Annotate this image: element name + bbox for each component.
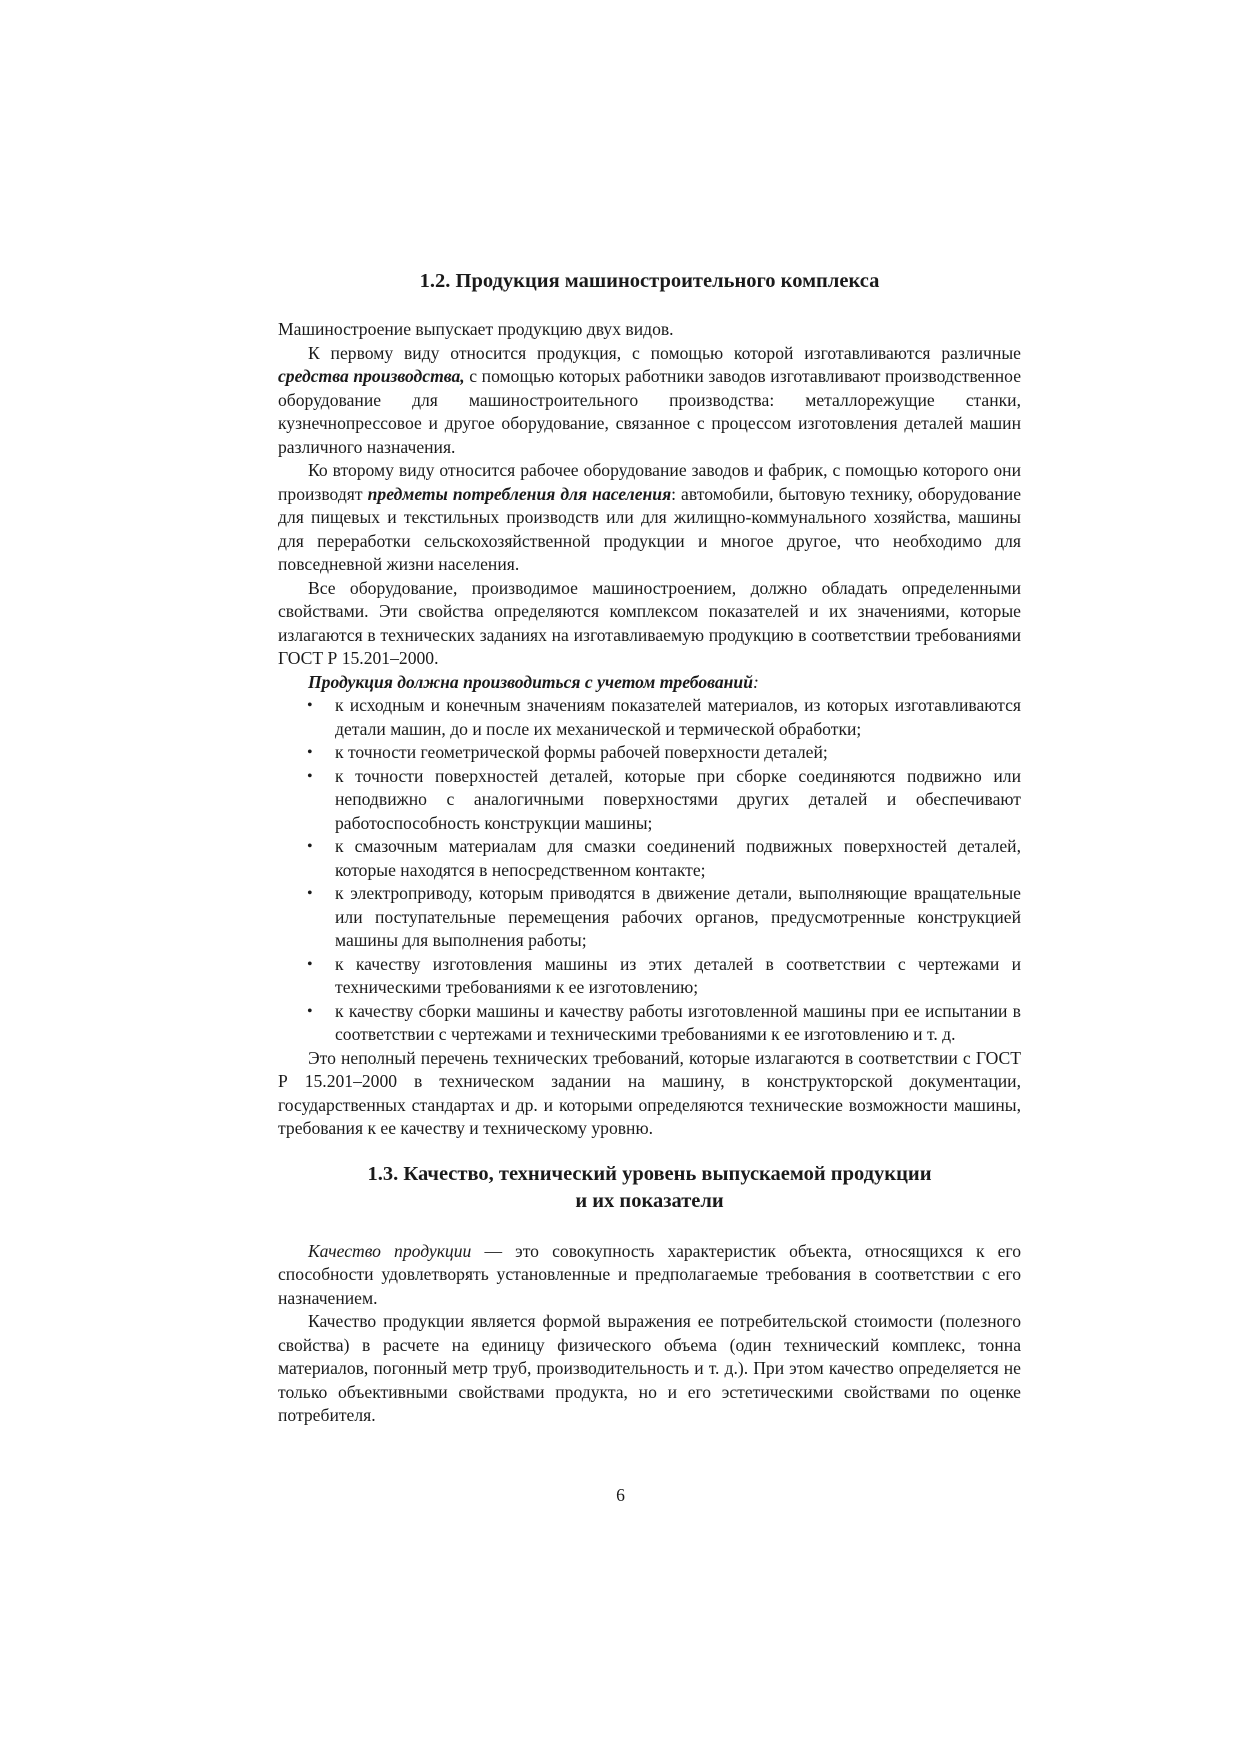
paragraph-text: Машиностроение выпускает продукцию двух видов. <box>278 319 674 339</box>
section-title-line-1: 1.3. Качество, технический уровень выпускаемой продукции <box>367 1162 932 1185</box>
list-item <box>307 1000 1021 1047</box>
paragraph-text: : автомобили, бытовую технику, оборудование для пищевых и текстильных производств или для жилищно-коммунального хозяйства, машины для переработки сельскохозяйственной продукции и многое другое, что необходимо для повседневной жизни населения. <box>278 483 1022 574</box>
section-title-1-3 <box>278 1161 1021 1215</box>
bullet-icon: • <box>307 838 313 855</box>
requirements-heading-text: Продукция должна производиться с учетом требований <box>308 671 753 692</box>
section-title-text: 1.2. Продукция машиностроительного комплекса <box>419 270 880 292</box>
list-item <box>307 882 1021 953</box>
paragraph <box>278 1310 1021 1428</box>
paragraph-text: — это совокупность характеристик объекта, относящихся к его способности удовлетворять установленные и предполагаемые требования в соответствии с его назначением. <box>278 1240 1022 1308</box>
list-item-text: к точности геометрической формы рабочей поверхности деталей; <box>335 742 828 762</box>
paragraph <box>278 577 1021 671</box>
list-item <box>307 741 1021 765</box>
emphasis-text: Качество продукции <box>308 1240 472 1261</box>
paragraph <box>278 318 1021 342</box>
paragraph-text: Это неполный перечень технических требований, которые излагаются в соответствии с ГОСТ Р 15.201–2000 в техническом задании на машину, в конструкторской документации, государственных стандартах и др. и которыми определяются технические возможности машины, требования к ее качеству и техническому уровню. <box>278 1047 1021 1138</box>
page-number: 6 <box>616 1485 625 1505</box>
paragraph-text: Качество продукции является формой выражения ее потребительской стоимости (полезного свойства) в расчете на единицу физического объема (один технический комплекс, тонна материалов, погонный метр труб, производительность и т. д.). При этом качество определяется не только объективными свойствами продукта, но и его эстетическими свойствами по оценке потребителя. <box>278 1311 1021 1425</box>
paragraph <box>278 1047 1021 1141</box>
paragraph <box>278 459 1021 577</box>
paragraph-text: К первому виду относится продукция, с помощью которой изготавливаются различные <box>308 342 1021 363</box>
requirements-list <box>278 694 1021 1047</box>
bullet-icon: • <box>307 1002 313 1020</box>
bullet-icon: • <box>307 767 313 785</box>
paragraph <box>278 342 1021 460</box>
bullet-icon: • <box>307 744 313 761</box>
requirements-heading-colon: : <box>753 671 759 692</box>
paragraph <box>278 1240 1021 1311</box>
bullet-icon: • <box>307 697 313 714</box>
list-item-text: к качеству сборки машины и качеству работы изготовленной машины при ее испытании в соответствии с чертежами и техническими требованиями к ее изготовлению и т. д. <box>335 1000 1021 1044</box>
list-item <box>307 953 1021 1000</box>
section-title-1-2 <box>278 268 1021 295</box>
list-item-text: к качеству изготовления машины из этих деталей в соответствии с чертежами и техническими требованиями к ее изготовлению; <box>335 953 1021 997</box>
page-content <box>278 268 1021 1428</box>
bullet-icon: • <box>307 955 313 973</box>
list-item-text: к исходным и конечным значениям показателей материалов, из которых изготавливаются детали машин, до и после их механической и термической обработки; <box>335 695 1021 739</box>
bullet-icon: • <box>307 885 313 902</box>
paragraph-text: с помощью которых работники заводов изготавливают производственное оборудование для машиностроительного производства: металлорежущие станки, кузнечнопрессовое и другое оборудование, связанное с процессом изготовления деталей машин различного назначения. <box>278 366 1022 457</box>
list-item <box>307 765 1021 836</box>
emphasis-text: средства производства, <box>278 366 465 386</box>
list-item-text: к точности поверхностей деталей, которые при сборке соединяются подвижно или неподвижно с аналогичными поверхностями других деталей и обеспечивают работоспособность конструкции машины; <box>335 765 1021 833</box>
list-item-text: к электроприводу, которым приводятся в движение детали, выполняющие вращательные или поступательные перемещения рабочих органов, предусмотренные конструкцией машины для выполнения работы; <box>335 883 1021 950</box>
list-item <box>307 694 1021 741</box>
section-title-line-2: и их показатели <box>575 1189 724 1212</box>
requirements-heading <box>278 671 1021 695</box>
paragraph-text: Все оборудование, производимое машиностроением, должно обладать определенными свойствами. Эти свойства определяются комплексом показателей и их значениями, которые излагаются в технических заданиях на изготавливаемую продукцию в соответствии требованиями ГОСТ Р 15.201–2000. <box>278 577 1021 668</box>
list-item-text: к смазочным материалам для смазки соединений подвижных поверхностей деталей, которые находятся в непосредственном контакте; <box>335 836 1021 880</box>
paragraph-text: Ко второму виду относится рабочее оборудование заводов и фабрик, с помощью которого они производят <box>278 460 1021 504</box>
emphasis-text: предметы потребления для населения <box>367 483 672 504</box>
list-item <box>307 835 1021 882</box>
